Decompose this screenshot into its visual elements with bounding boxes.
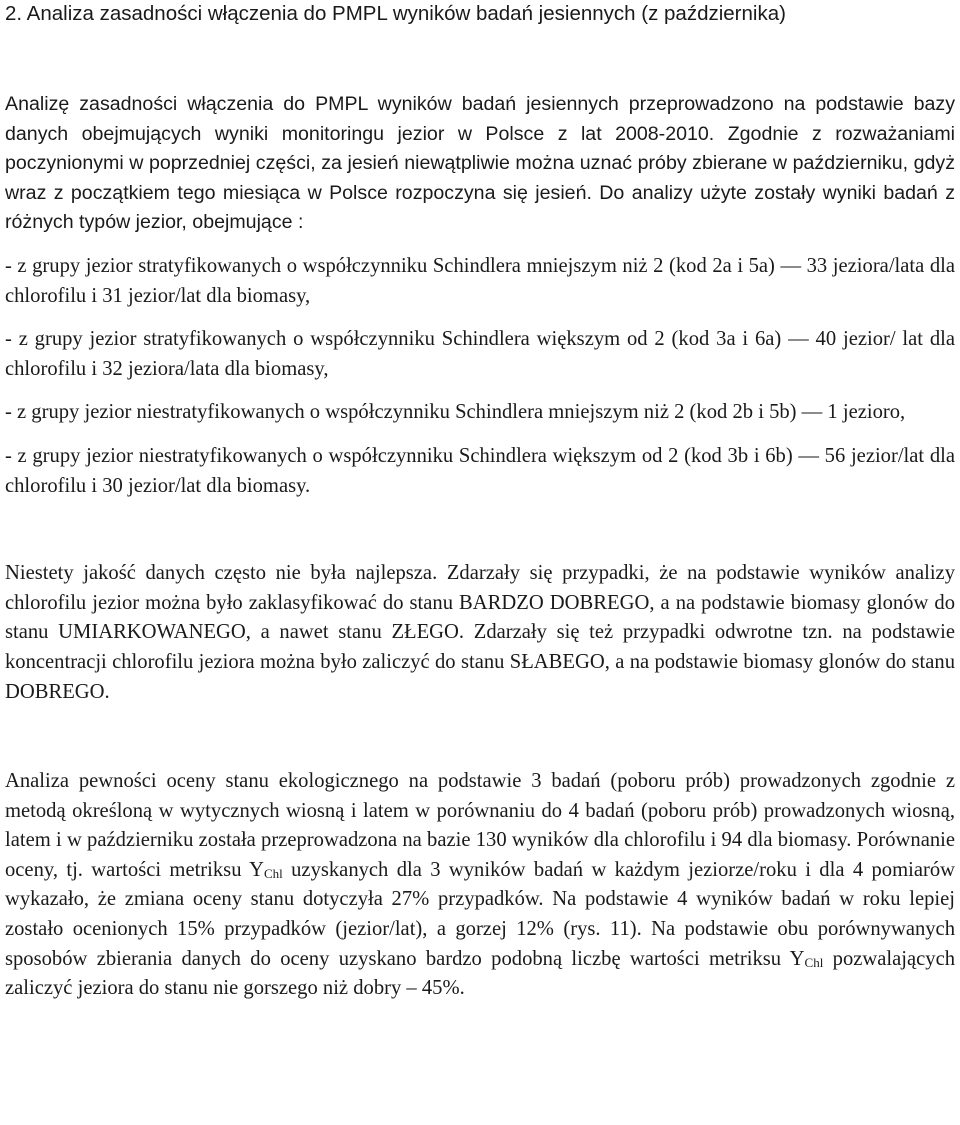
analysis-text-2: uzyskanych dla 3 wyników badań w każdym jeziorze/roku i dla 4 pomiarów wykazało, że zmiana oceny stanu dotyczyła 27% przypadków. Na podstawie 4 wyników badań w roku lepiej zostało ocenionych 15% przypadków (jezior/lat), a gorzej 12% (rys. 11). Na podstawie obu porównywanych sposobów zbierania danych do oceny uzyskano bardzo podobną liczbę wartości metriksu Y xyxy=(5,858,955,970)
intro-text: Analizę zasadności włączenia do PMPL wyników badań jesiennych przeprowadzono na podstawie bazy danych obejmujących wyniki monitoringu jezior w Polsce z lat 2008-2010. Zgodnie z rozważaniami poczynionymi w poprzedniej części, za jesień niewątpliwie można uznać próby zbierane w październiku, gdyż wraz z początkiem tego miesiąca w Polsce rozpoczyna się jesień. Do analizy użyte zostały wyniki badań z różnych typów jezior, obejmujące : xyxy=(5,93,955,234)
list-item: - z grupy jezior niestratyfikowanych o współczynniku Schindlera większym od 2 (kod 3b i 6b) — 56 jezior/lat dla chlorofilu i 30 jezior/lat dla biomasy. xyxy=(5,444,955,497)
document-page xyxy=(5,0,955,1004)
analysis-text-1: Analiza pewności oceny stanu ekologicznego na podstawie 3 badań (poboru prób) prowadzonych zgodnie z metodą określoną w wytycznych wiosną i latem w porównaniu do 4 badań (poboru prób) prowadzonych wiosną, latem i w październiku została przeprowadzona na bazie 130 wyników dla chlorofilu i 94 dla biomasy. Porównanie oceny, tj. wartości metriksu Y xyxy=(5,770,955,881)
quality-paragraph: Niestety jakość danych często nie była najlepsza. Zdarzały się przypadki, że na podstawie wyników analizy chlorofilu jezior można było zaklasyfikować do stanu BARDZO DOBREGO, a na podstawie biomasy glonów do stanu UMIARKOWANEGO, a nawet stanu ZŁEGO. Zdarzały się też przypadki odwrotne tzn. na podstawie koncentracji chlorofilu jeziora można było zaliczyć do stanu SŁABEGO, a na podstawie biomasy glonów do stanu DOBREGO. xyxy=(5,562,955,703)
analysis-text-3: pozwalających zaliczyć jeziora do stanu nie gorszego niż dobry – 45%. xyxy=(5,947,956,1000)
list-item: - z grupy jezior niestratyfikowanych o współczynniku Schindlera mniejszym niż 2 (kod 2b i 5b) — 1 jezioro, xyxy=(5,401,906,424)
metric-subscript: Chl xyxy=(263,865,283,881)
section-heading: 2. Analiza zasadności włączenia do PMPL wyników badań jesiennych (z października) xyxy=(5,2,786,25)
intro-paragraph xyxy=(5,90,955,238)
list-item: - z grupy jezior stratyfikowanych o współczynniku Schindlera większym od 2 (kod 3a i 6a) — 40 jezior/ lat dla chlorofilu i 32 jeziora/lata dla biomasy, xyxy=(5,328,955,380)
analysis-paragraph xyxy=(5,767,955,1004)
list-item: - z grupy jezior stratyfikowanych o współczynniku Schindlera mniejszym niż 2 (kod 2a i 5a) — 33 jeziora/lata dla chlorofilu i 31 jezior/lat dla biomasy, xyxy=(5,254,955,307)
metric-subscript: Chl xyxy=(804,954,824,970)
